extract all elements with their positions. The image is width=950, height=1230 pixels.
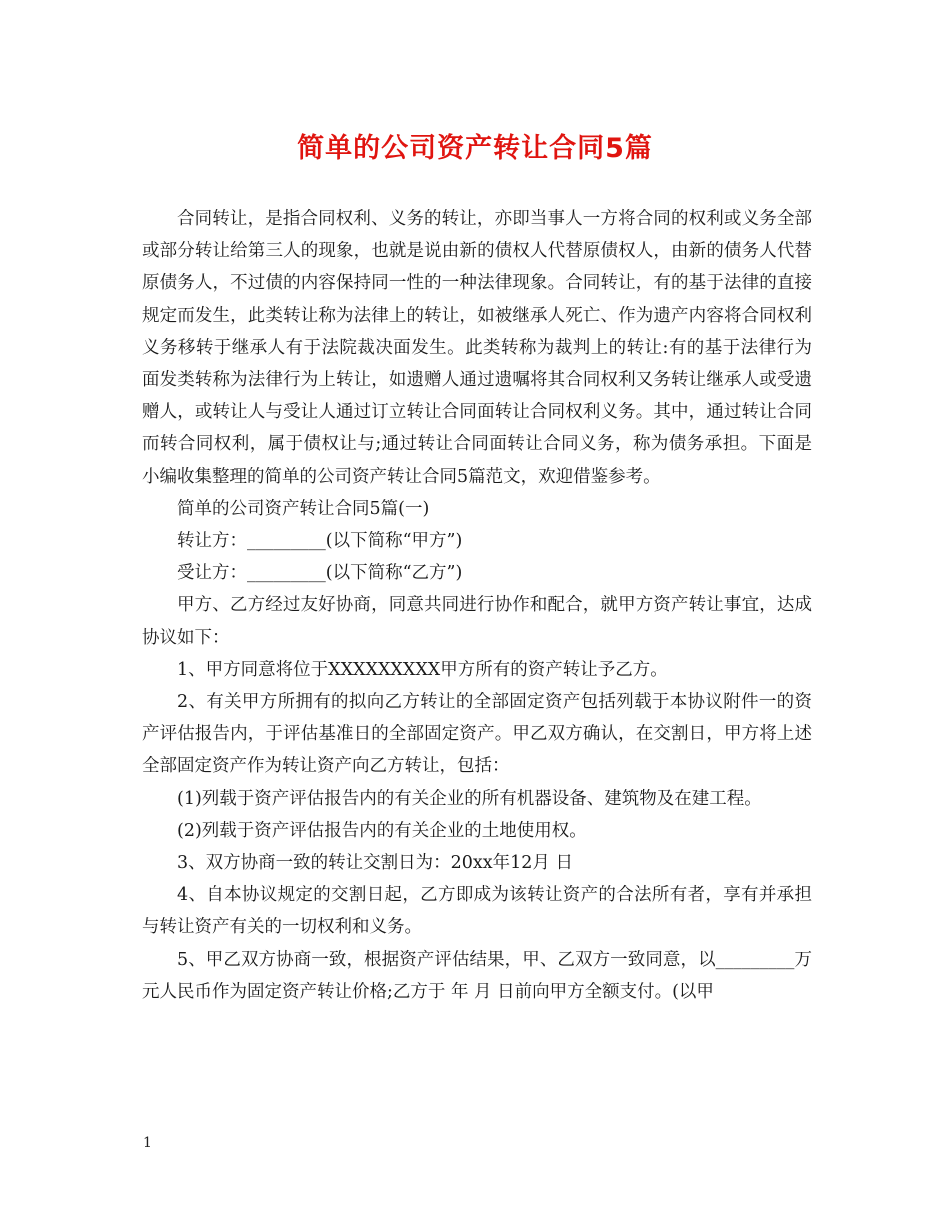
- paragraph-clause-2: 2、有关甲方所拥有的拟向乙方转让的全部固定资产包括列载于本协议附件一的资产评估报告内，于评估基准日的全部固定资产。甲乙双方确认，在交割日，甲方将上述全部固定资产作为转让资产向乙方转让，包括：: [142, 692, 812, 777]
- paragraph-clause-3: 3、双方协商一致的转让交割日为：20xx年12月 日: [177, 853, 573, 874]
- paragraph-transferor: 转让方：_________(以下简称“甲方”): [177, 531, 463, 552]
- paragraph-transferee: 受让方：_________(以下简称“乙方”): [177, 563, 463, 584]
- paragraph-intro: 合同转让，是指合同权利、义务的转让，亦即当事人一方将合同的权利或义务全部或部分转让给第三人的现象，也就是说由新的债权人代替原债权人，由新的债务人代替原债务人，不过债的内容保持同一性的一种法律现象。合同转让，有的基于法律的直接规定而发生，此类转让称为法律上的转让，如被继承人死亡、作为遗产内容将合同权利义务移转于继承人有于法院裁决面发生。此类转称为裁判上的转让:有的基于法律行为面发类转称为法律行为上转让，如遗赠人通过遗嘱将其合同权利又务转让继承人或受遗赠人，或转让人与受让人通过订立转让合同面转让合同权利义务。其中，通过转让合同而转合同权利，属于债权让与;通过转让合同面转让合同义务，称为债务承担。下面是小编收集整理的简单的公司资产转让合同5篇范文，欢迎借鉴参考。: [142, 209, 812, 487]
- document-title: 简单的公司资产转让合同5篇: [297, 133, 653, 164]
- paragraph-agreement: 甲方、乙方经过友好协商，同意共同进行协作和配合，就甲方资产转让事宜，达成协议如下：: [142, 595, 812, 648]
- paragraph-clause-4: 4、自本协议规定的交割日起，乙方即成为该转让资产的合法所有者，享有并承担与转让资产有关的一切权利和义务。: [142, 885, 812, 938]
- paragraph-clause-2-item-2: (2)列载于资产评估报告内的有关企业的土地使用权。: [177, 820, 587, 841]
- paragraph-contract-heading: 简单的公司资产转让合同5篇(一): [177, 498, 430, 519]
- page-number: 1: [143, 1135, 152, 1151]
- paragraph-clause-1: 1、甲方同意将位于XXXXXXXXX甲方所有的资产转让予乙方。: [177, 659, 668, 680]
- paragraph-clause-5: 5、甲乙双方协商一致，根据资产评估结果，甲、乙双方一致同意，以_________万元人民币作为固定资产转让价格;乙方于 年 月 日前向甲方全额支付。(以甲: [142, 949, 812, 1002]
- document-body: [142, 203, 812, 1008]
- paragraph-clause-2-item-1: (1)列载于资产评估报告内的有关企业的所有机器设备、建筑物及在建工程。: [177, 788, 762, 809]
